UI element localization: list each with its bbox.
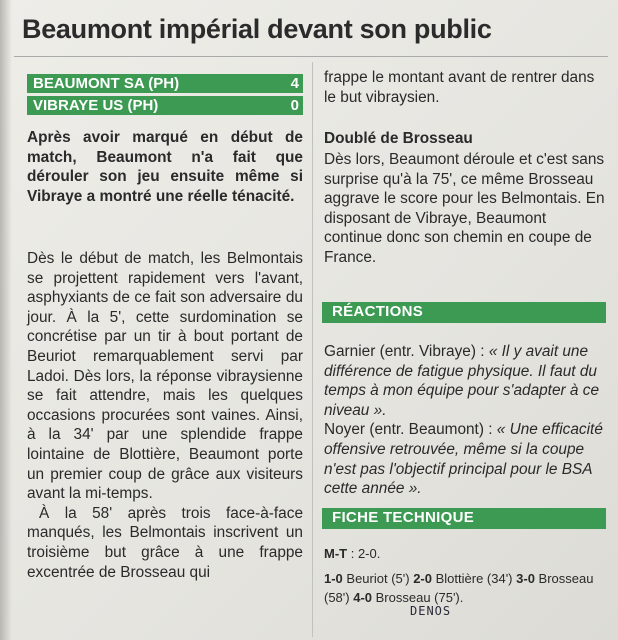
- goal-4-score: 4-0: [353, 590, 373, 605]
- halftime-score: [324, 544, 610, 563]
- reactions-header: [322, 302, 606, 323]
- reaction-1-speaker: Garnier (entr. Vibraye) :: [324, 343, 489, 360]
- goal-2-score: 2-0: [413, 571, 432, 586]
- goal-3-text: Brosseau (58'): [324, 571, 594, 605]
- article-lede: Après avoir marqué en début de match, Beaumont n'a fait que dérouler son jeu ensuite même si Vibraye a montré une réelle ténacité.: [27, 129, 303, 205]
- column-divider: [312, 62, 313, 637]
- goal-3-score: 3-0: [516, 571, 535, 586]
- goal-2-text: Blottière (34'): [432, 571, 517, 586]
- halftime-label: M-T: [324, 546, 348, 561]
- goal-1-score: 1-0: [324, 571, 343, 586]
- goal-1-text: Beuriot (5'): [342, 571, 414, 586]
- reactions-block: [324, 342, 606, 499]
- reaction-1: [324, 342, 606, 420]
- fiche-header: [322, 508, 606, 529]
- fiche-technique: [324, 544, 610, 613]
- reaction-2-quote: « Une efficacité offensive retrouvée, même si la coupe n'est pas l'objectif principal pour le BSA cette année ».: [324, 421, 603, 498]
- home-team-name: BEAUMONT SA (PH): [33, 75, 180, 92]
- home-team-goals: 4: [290, 75, 299, 92]
- page-shadow: [0, 0, 12, 640]
- body-paragraph: À la 58' après trois face-à-face manqués, les Belmontais inscrivent un troisième but grâce à une frappe excentrée de Brosseau qui: [27, 504, 303, 581]
- away-team-name: VIBRAYE US (PH): [33, 97, 159, 114]
- reactions-title: RÉACTIONS: [332, 303, 424, 320]
- fiche-title: FICHE TECHNIQUE: [332, 509, 475, 526]
- article-body-right-top: frappe le montant avant de rentrer dans le but vibraysien.: [324, 69, 595, 106]
- score-row-home: [27, 74, 303, 93]
- headline-divider: [14, 56, 608, 57]
- handwritten-note: DENOS: [410, 604, 452, 618]
- reaction-2-speaker: Noyer (entr. Beaumont) :: [324, 421, 497, 439]
- goal-4-text: Brosseau (75').: [372, 590, 464, 605]
- away-team-goals: 0: [290, 97, 299, 114]
- goals-list: [324, 569, 610, 607]
- article-headline: Beaumont impérial devant son public: [22, 14, 492, 44]
- reaction-1-quote: « Il y avait une différence de fatigue physique. Il faut du temps à mon équipe pour s'adapter à ce niveau ».: [324, 343, 600, 419]
- halftime-value: : 2-0.: [347, 546, 381, 561]
- article-subheading: Doublé de Brosseau: [324, 130, 473, 147]
- body-paragraph: Dès le début de match, les Belmontais se projettent rapidement vers l'avant, asphyxiants de ce fait son adversaire du jour. À la 5', cette surdomination se concrétise par un tir à bout portant de Beuriot remarquablement servi par Ladoi. Dès lors, la réponse vibraysienne se fait attendre, mais les quelques occasions procurées sont vaines. Ainsi, à la 34' par une splendide frappe lointaine de Blottière, Beaumont porte un premier coup de grâce aux visiteurs avant la mi-temps.: [27, 250, 303, 503]
- article-body-left: [27, 249, 303, 582]
- score-row-away: [27, 96, 303, 115]
- article-body-right: Dès lors, Beaumont déroule et c'est sans surprise qu'à la 75', ce même Brosseau aggrave le score pour les Belmontais. En disposant de Vibraye, Beaumont continue donc son chemin en coupe de France.: [324, 151, 605, 266]
- reaction-2: [324, 420, 606, 498]
